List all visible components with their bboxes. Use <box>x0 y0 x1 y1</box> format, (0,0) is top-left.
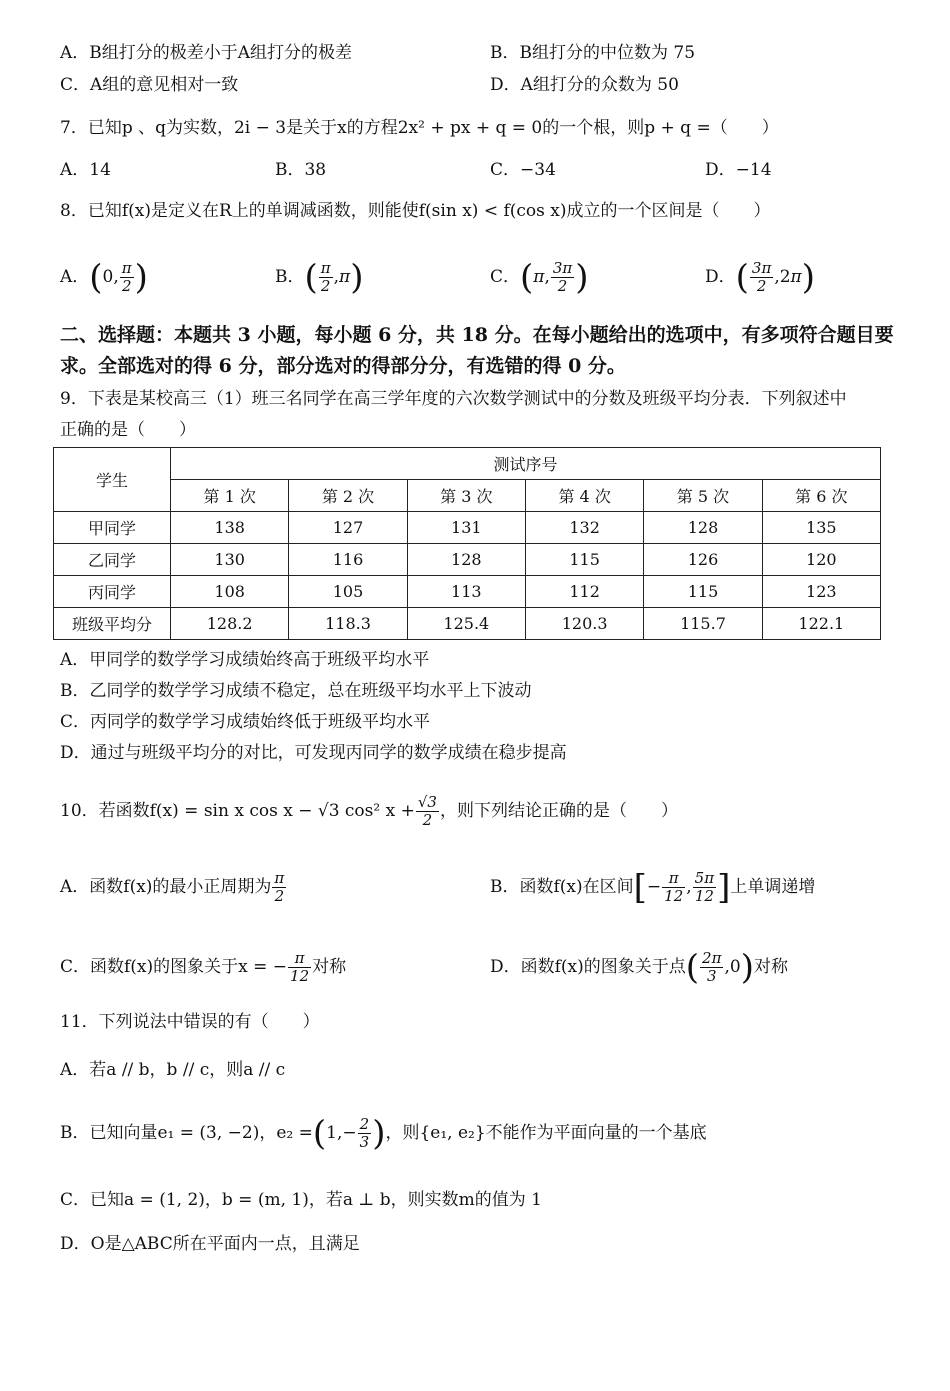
table-cell: 132 <box>525 512 643 544</box>
q6-option-c: C．A组的意见相对一致 <box>60 75 239 95</box>
q7-option-b: B．38 <box>275 160 327 180</box>
q10-option-c-tail: 对称 <box>312 957 347 977</box>
q8-option-c-label: C． <box>490 267 521 287</box>
q11-option-c: C．已知a = (1, 2)，b = (m, 1)，若a ⊥ b，则实数m的值为 1 <box>60 1190 542 1210</box>
table-cell: 128.2 <box>171 608 289 640</box>
q11-option-b: B．已知向量e₁ = (3, −2)，e₂ =(1,− $\frac{2}{3}$ )，则{e₁, e₂}不能作为平面向量的一个基底 <box>60 1113 707 1154</box>
q9-option-c: C．丙同学的数学学习成绩始终低于班级平均水平 <box>60 712 431 732</box>
q10-option-d: D．函数f(x)的图象关于点( $\frac{2\pi}{3}$ ,0)对称 <box>490 947 788 988</box>
column-header: 第 3 次 <box>407 480 525 512</box>
row-label: 丙同学 <box>54 576 171 608</box>
table-cell: 113 <box>407 576 525 608</box>
table-cell: 123 <box>762 576 880 608</box>
table-cell: 126 <box>644 544 762 576</box>
q9-stem-line-2: 正确的是（ ） <box>60 420 196 440</box>
table-row <box>54 608 881 640</box>
table-cell: 125.4 <box>407 608 525 640</box>
q9-option-a: A．甲同学的数学学习成绩始终高于班级平均水平 <box>60 650 430 670</box>
q10-stem: 10．若函数f(x) = sin x cos x − √3 cos² x + $\frac{√3}{2}$ ，则下列结论正确的是（ ） <box>60 793 678 829</box>
q10-option-d-text: D．函数f(x)的图象关于点 <box>490 957 686 977</box>
column-header: 第 2 次 <box>289 480 407 512</box>
q8-option-a: A．(0, $\frac{\pi}{2}$ ) <box>60 257 148 298</box>
q9-option-d: D．通过与班级平均分的对比，可发现丙同学的数学成绩在稳步提高 <box>60 743 567 763</box>
q8-option-a-label: A． <box>60 267 90 287</box>
table-row <box>54 544 881 576</box>
table-cell: 127 <box>289 512 407 544</box>
q7-option-a: A．14 <box>60 160 111 180</box>
table-cell: 115.7 <box>644 608 762 640</box>
q8-option-d: D．( $\frac{3\pi}{2}$ ,2π) <box>705 257 815 298</box>
row-label: 班级平均分 <box>54 608 171 640</box>
column-header: 第 4 次 <box>525 480 643 512</box>
q10-option-c-text: C．函数f(x)的图象关于x = − <box>60 957 288 977</box>
column-header: 第 1 次 <box>171 480 289 512</box>
row-label: 乙同学 <box>54 544 171 576</box>
table-cell: 120.3 <box>525 608 643 640</box>
column-header: 第 5 次 <box>644 480 762 512</box>
q8-stem: 8．已知f(x)是定义在R上的单调减函数，则能使f(sin x) < f(cos x)成立的一个区间是（ ） <box>60 201 771 221</box>
table-cell: 128 <box>644 512 762 544</box>
q9-stem-line-1: 9．下表是某校高三（1）班三名同学在高三学年度的六次数学测试中的分数及班级平均分表．下列叙述中 <box>60 389 847 409</box>
table-cell: 116 <box>289 544 407 576</box>
score-table <box>53 447 881 640</box>
q6-option-b: B．B组打分的中位数为 75 <box>490 43 696 63</box>
table-cell: 115 <box>644 576 762 608</box>
table-cell: 135 <box>762 512 880 544</box>
table-cell: 130 <box>171 544 289 576</box>
q11-option-b-text: B．已知向量e₁ = (3, −2)，e₂ = <box>60 1123 313 1143</box>
q8-option-d-label: D． <box>705 267 736 287</box>
q9-option-b: B．乙同学的数学学习成绩不稳定，总在班级平均水平上下波动 <box>60 681 532 701</box>
q11-option-d: D．O是△ABC所在平面内一点，且满足 <box>60 1234 360 1254</box>
table-cell: 120 <box>762 544 880 576</box>
table-cell: 128 <box>407 544 525 576</box>
q6-option-a: A．B组打分的极差小于A组打分的极差 <box>60 43 353 63</box>
q10-stem-text: 10．若函数f(x) = sin x cos x − √3 cos² x + <box>60 801 415 821</box>
table-cell: 115 <box>525 544 643 576</box>
table-cell: 118.3 <box>289 608 407 640</box>
table-cell: 122.1 <box>762 608 880 640</box>
q7-option-c: C．−34 <box>490 160 556 180</box>
q10-option-d-tail: 对称 <box>753 957 788 977</box>
q8-option-b: B．( $\frac{\pi}{2}$ ,π) <box>275 257 364 298</box>
q10-option-a: A．函数f(x)的最小正周期为 $\frac{\pi}{2}$ <box>60 869 285 905</box>
q10-option-b-text: B．函数f(x)在区间 <box>490 877 634 897</box>
table-cell: 112 <box>525 576 643 608</box>
section-2-heading: 二、选择题：本题共 3 小题，每小题 6 分，共 18 分。在每小题给出的选项中，有多项符合题目要求。全部选对的得 6 分，部分选对的得部分分，有选错的得 0 分。 <box>60 324 894 377</box>
test-number-header: 测试序号 <box>171 448 881 480</box>
table-row <box>54 576 881 608</box>
q8-option-c: C．(π, $\frac{3\pi}{2}$ ) <box>490 257 589 298</box>
q10-option-c: C．函数f(x)的图象关于x = − $\frac{\pi}{12}$ 对称 <box>60 949 347 985</box>
q6-option-d: D．A组打分的众数为 50 <box>490 75 679 95</box>
q11-stem: 11．下列说法中错误的有（ ） <box>60 1012 320 1032</box>
student-header: 学生 <box>54 448 171 512</box>
table-cell: 138 <box>171 512 289 544</box>
row-label: 甲同学 <box>54 512 171 544</box>
q7-option-d: D．−14 <box>705 160 772 180</box>
table-row <box>54 512 881 544</box>
column-header: 第 6 次 <box>762 480 880 512</box>
table-cell: 105 <box>289 576 407 608</box>
q10-option-b-tail: 上单调递增 <box>730 877 816 897</box>
table-cell: 131 <box>407 512 525 544</box>
q11-option-b-tail: ，则{e₁, e₂}不能作为平面向量的一个基底 <box>385 1123 707 1143</box>
q11-option-a: A．若a // b，b // c，则a // c <box>60 1060 286 1080</box>
q8-option-b-label: B． <box>275 267 305 287</box>
q10-option-b: B．函数f(x)在区间[− $\frac{\pi}{12}$ , $\frac{5\pi}{12}$ ]上单调递增 <box>490 867 816 908</box>
q10-option-a-text: A．函数f(x)的最小正周期为 <box>60 877 272 897</box>
q10-stem-tail: ，则下列结论正确的是（ ） <box>439 801 678 821</box>
q7-stem: 7．已知p 、q为实数，2i − 3是关于x的方程2x² + px + q = 0的一个根，则p + q =（ ） <box>60 118 779 138</box>
table-cell: 108 <box>171 576 289 608</box>
